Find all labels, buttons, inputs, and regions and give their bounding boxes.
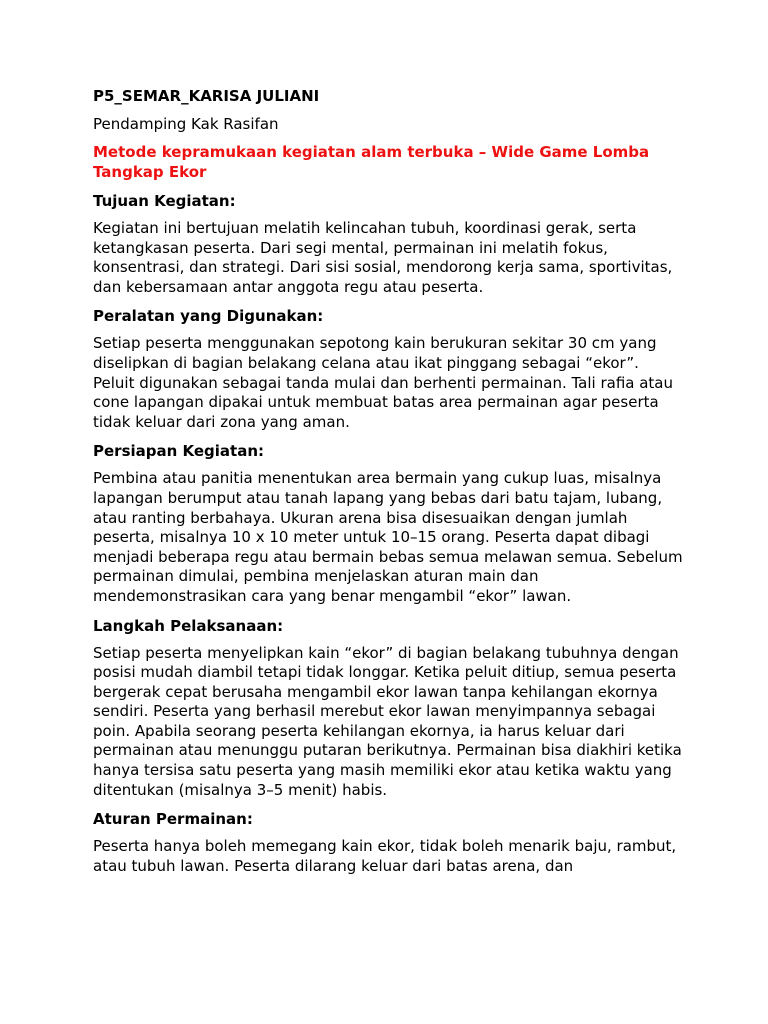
section-body: Setiap peserta menggunakan sepotong kain berukuran sekitar 30 cm yang diselipkan di bagian belakang celana atau ikat pinggang sebagai “ekor”. Peluit digunakan sebagai tanda mulai dan berhenti permainan. Tali rafia atau cone lapangan dipakai untuk membuat batas area permainan agar peserta tidak keluar dari zona yang aman.: [93, 334, 673, 431]
section-heading: Persiapan Kegiatan:: [93, 442, 265, 461]
section-heading: Peralatan yang Digunakan:: [93, 307, 324, 326]
section-body: Kegiatan ini bertujuan melatih kelincahan tubuh, koordinasi gerak, serta ketangkasan peserta. Dari segi mental, permainan ini melatih fokus, konsentrasi, dan strategi. Dari sisi sosial, mendorong kerja sama, sportivitas, dan kebersamaan antar anggota regu atau peserta.: [93, 219, 673, 296]
section-persiapan: [93, 441, 683, 606]
section-aturan: [93, 809, 683, 876]
section-body: Pembina atau panitia menentukan area bermain yang cukup luas, misalnya lapangan berumput atau tanah lapang yang bebas dari batu tajam, lubang, atau ranting berbahaya. Ukuran arena bisa disesuaikan dengan jumlah peserta, misalnya 10 x 10 meter untuk 10–15 orang. Peserta dapat dibagi menjadi beberapa regu atau bermain bebas semua melawan semua. Sebelum permainan dimulai, pembina menjelaskan aturan main dan mendemonstrasikan cara yang benar mengambil “ekor” lawan.: [93, 469, 683, 605]
section-peralatan: [93, 306, 683, 432]
section-body: Peserta hanya boleh memegang kain ekor, tidak boleh menarik baju, rambut, atau tubuh lawan. Peserta dilarang keluar dari batas arena, dan: [93, 837, 677, 875]
section-langkah: [93, 616, 683, 801]
section-body: Setiap peserta menyelipkan kain “ekor” di bagian belakang tubuhnya dengan posisi mudah diambil tetapi tidak longgar. Ketika peluit ditiup, semua peserta bergerak cepat berusaha mengambil ekor lawan tanpa kehilangan ekornya sendiri. Peserta yang berhasil merebut ekor lawan menyimpannya sebagai poin. Apabila seorang peserta kehilangan ekornya, ia harus keluar dari permainan atau menunggu putaran berikutnya. Permainan bisa diakhiri ketika hanya tersisa satu peserta yang masih memiliki ekor atau ketika waktu yang ditentukan (misalnya 3–5 menit) habis.: [93, 643, 682, 799]
section-heading: Langkah Pelaksanaan:: [93, 616, 284, 635]
document-page: [93, 86, 683, 885]
document-title: P5_SEMAR_KARISA JULIANI: [93, 87, 320, 105]
section-heading: Tujuan Kegiatan:: [93, 192, 236, 210]
companion-line: Pendamping Kak Rasifan: [93, 115, 279, 133]
method-heading: Metode kepramukaan kegiatan alam terbuka – Wide Game Lomba Tangkap Ekor: [93, 143, 650, 181]
section-heading: Aturan Permainan:: [93, 810, 253, 829]
section-tujuan: [93, 191, 683, 297]
